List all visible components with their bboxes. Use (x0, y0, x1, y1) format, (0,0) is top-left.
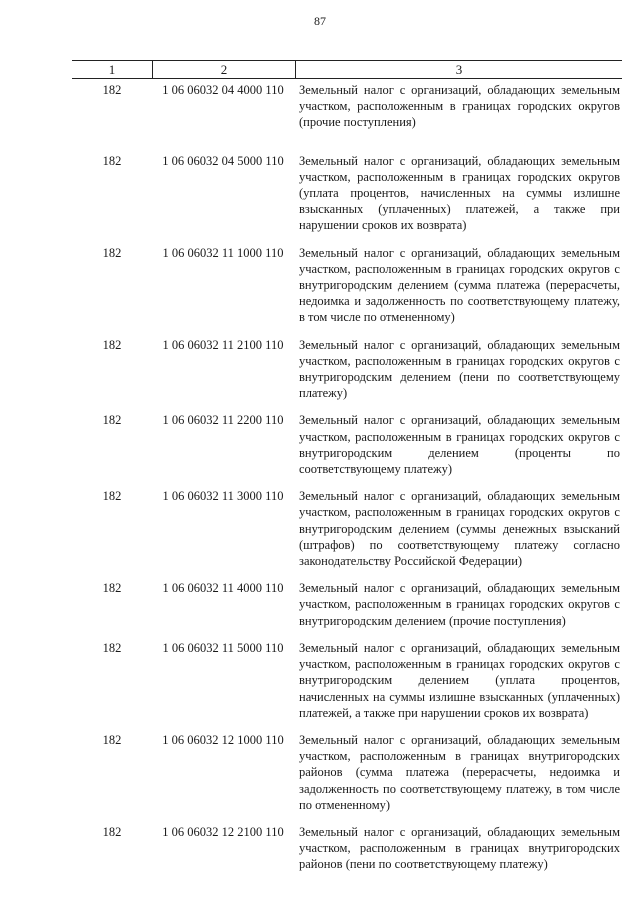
revenue-description: Земельный налог с организаций, обладающих земельным участком, расположенным в границах городских округов с внутригородским делением (уплата процентов, начисленных на суммы излишне взысканных (уплаченных) платежей, а также при нарушении сроков их возврата) (299, 640, 620, 720)
table-row (72, 337, 622, 402)
revenue-description: Земельный налог с организаций, обладающих земельным участком, расположенным в границах внутригородских районов (пени по соответствующему платежу) (299, 824, 620, 872)
revenue-description: Земельный налог с организаций, обладающих земельным участком, расположенным в границах городских округов с внутригородским делением (суммы денежных взысканий (штрафов) по соответствующему платежу согласно законодательству Российской Федерации) (299, 489, 620, 569)
revenue-code-table (72, 60, 622, 873)
revenue-description: Земельный налог с организаций, обладающих земельным участком, расположенным в границах городских округов с внутригородским делением (пени по соответствующему платежу) (299, 337, 620, 401)
revenue-description: Земельный налог с организаций, обладающих земельным участком, расположенным в границах городских округов (прочие поступления) (299, 83, 620, 130)
admin-code: 182 (102, 153, 122, 168)
revenue-code: 1 06 06032 04 4000 110 (162, 83, 284, 97)
table-row (72, 580, 622, 629)
revenue-code: 1 06 06032 11 1000 110 (162, 245, 284, 260)
admin-code: 182 (102, 732, 122, 747)
page-number: 87 (314, 14, 326, 28)
table-row (72, 82, 622, 131)
table-header (72, 60, 622, 79)
revenue-description: Земельный налог с организаций, обладающих земельным участком, расположенным в границах внутригородских районов (сумма платежа (перерасчеты, недоимка и задолженность по соответствующему платежу, в том числе по отмененному) (299, 732, 620, 812)
table-row (72, 245, 622, 326)
revenue-code: 1 06 06032 11 3000 110 (162, 489, 284, 504)
revenue-code: 1 06 06032 11 2100 110 (162, 337, 284, 352)
table-row (72, 732, 622, 813)
admin-code: 182 (102, 337, 122, 352)
table-row (72, 412, 622, 477)
revenue-code: 1 06 06032 11 4000 110 (162, 581, 284, 596)
revenue-code: 1 06 06032 11 5000 110 (162, 640, 284, 655)
revenue-description: Земельный налог с организаций, обладающих земельным участком, расположенным в границах городских округов (уплата процентов, начисленных на суммы излишне взысканных (уплаченных) платежей, а также при нарушении сроков их возврата) (299, 153, 620, 233)
admin-code: 182 (102, 489, 122, 504)
admin-code: 182 (102, 824, 122, 839)
header-col-1: 1 (72, 61, 153, 78)
revenue-code: 1 06 06032 11 2200 110 (162, 413, 284, 428)
revenue-code: 1 06 06032 12 2100 110 (162, 824, 284, 839)
admin-code: 182 (102, 413, 122, 428)
header-col-3: 3 (455, 62, 463, 77)
table-row (72, 824, 622, 873)
table-row (72, 488, 622, 569)
table-row (72, 153, 622, 234)
revenue-code: 1 06 06032 12 1000 110 (162, 732, 284, 747)
header-col-2: 2 (153, 61, 296, 78)
admin-code: 182 (102, 245, 122, 260)
admin-code: 182 (102, 83, 122, 97)
revenue-description: Земельный налог с организаций, обладающих земельным участком, расположенным в границах городских округов с внутригородским делением (прочие поступления) (299, 581, 620, 628)
admin-code: 182 (102, 581, 122, 596)
revenue-description: Земельный налог с организаций, обладающих земельным участком, расположенным в границах городских округов с внутригородским делением (сумма платежа (перерасчеты, недоимка и задолженность по соответствующему платежу, в том числе по отмененному) (299, 245, 620, 325)
revenue-description: Земельный налог с организаций, обладающих земельным участком, расположенным в границах городских округов с внутригородским делением (проценты по соответствующему платежу) (299, 413, 620, 477)
table-row (72, 640, 622, 721)
revenue-code: 1 06 06032 04 5000 110 (162, 153, 284, 168)
admin-code: 182 (102, 640, 122, 655)
